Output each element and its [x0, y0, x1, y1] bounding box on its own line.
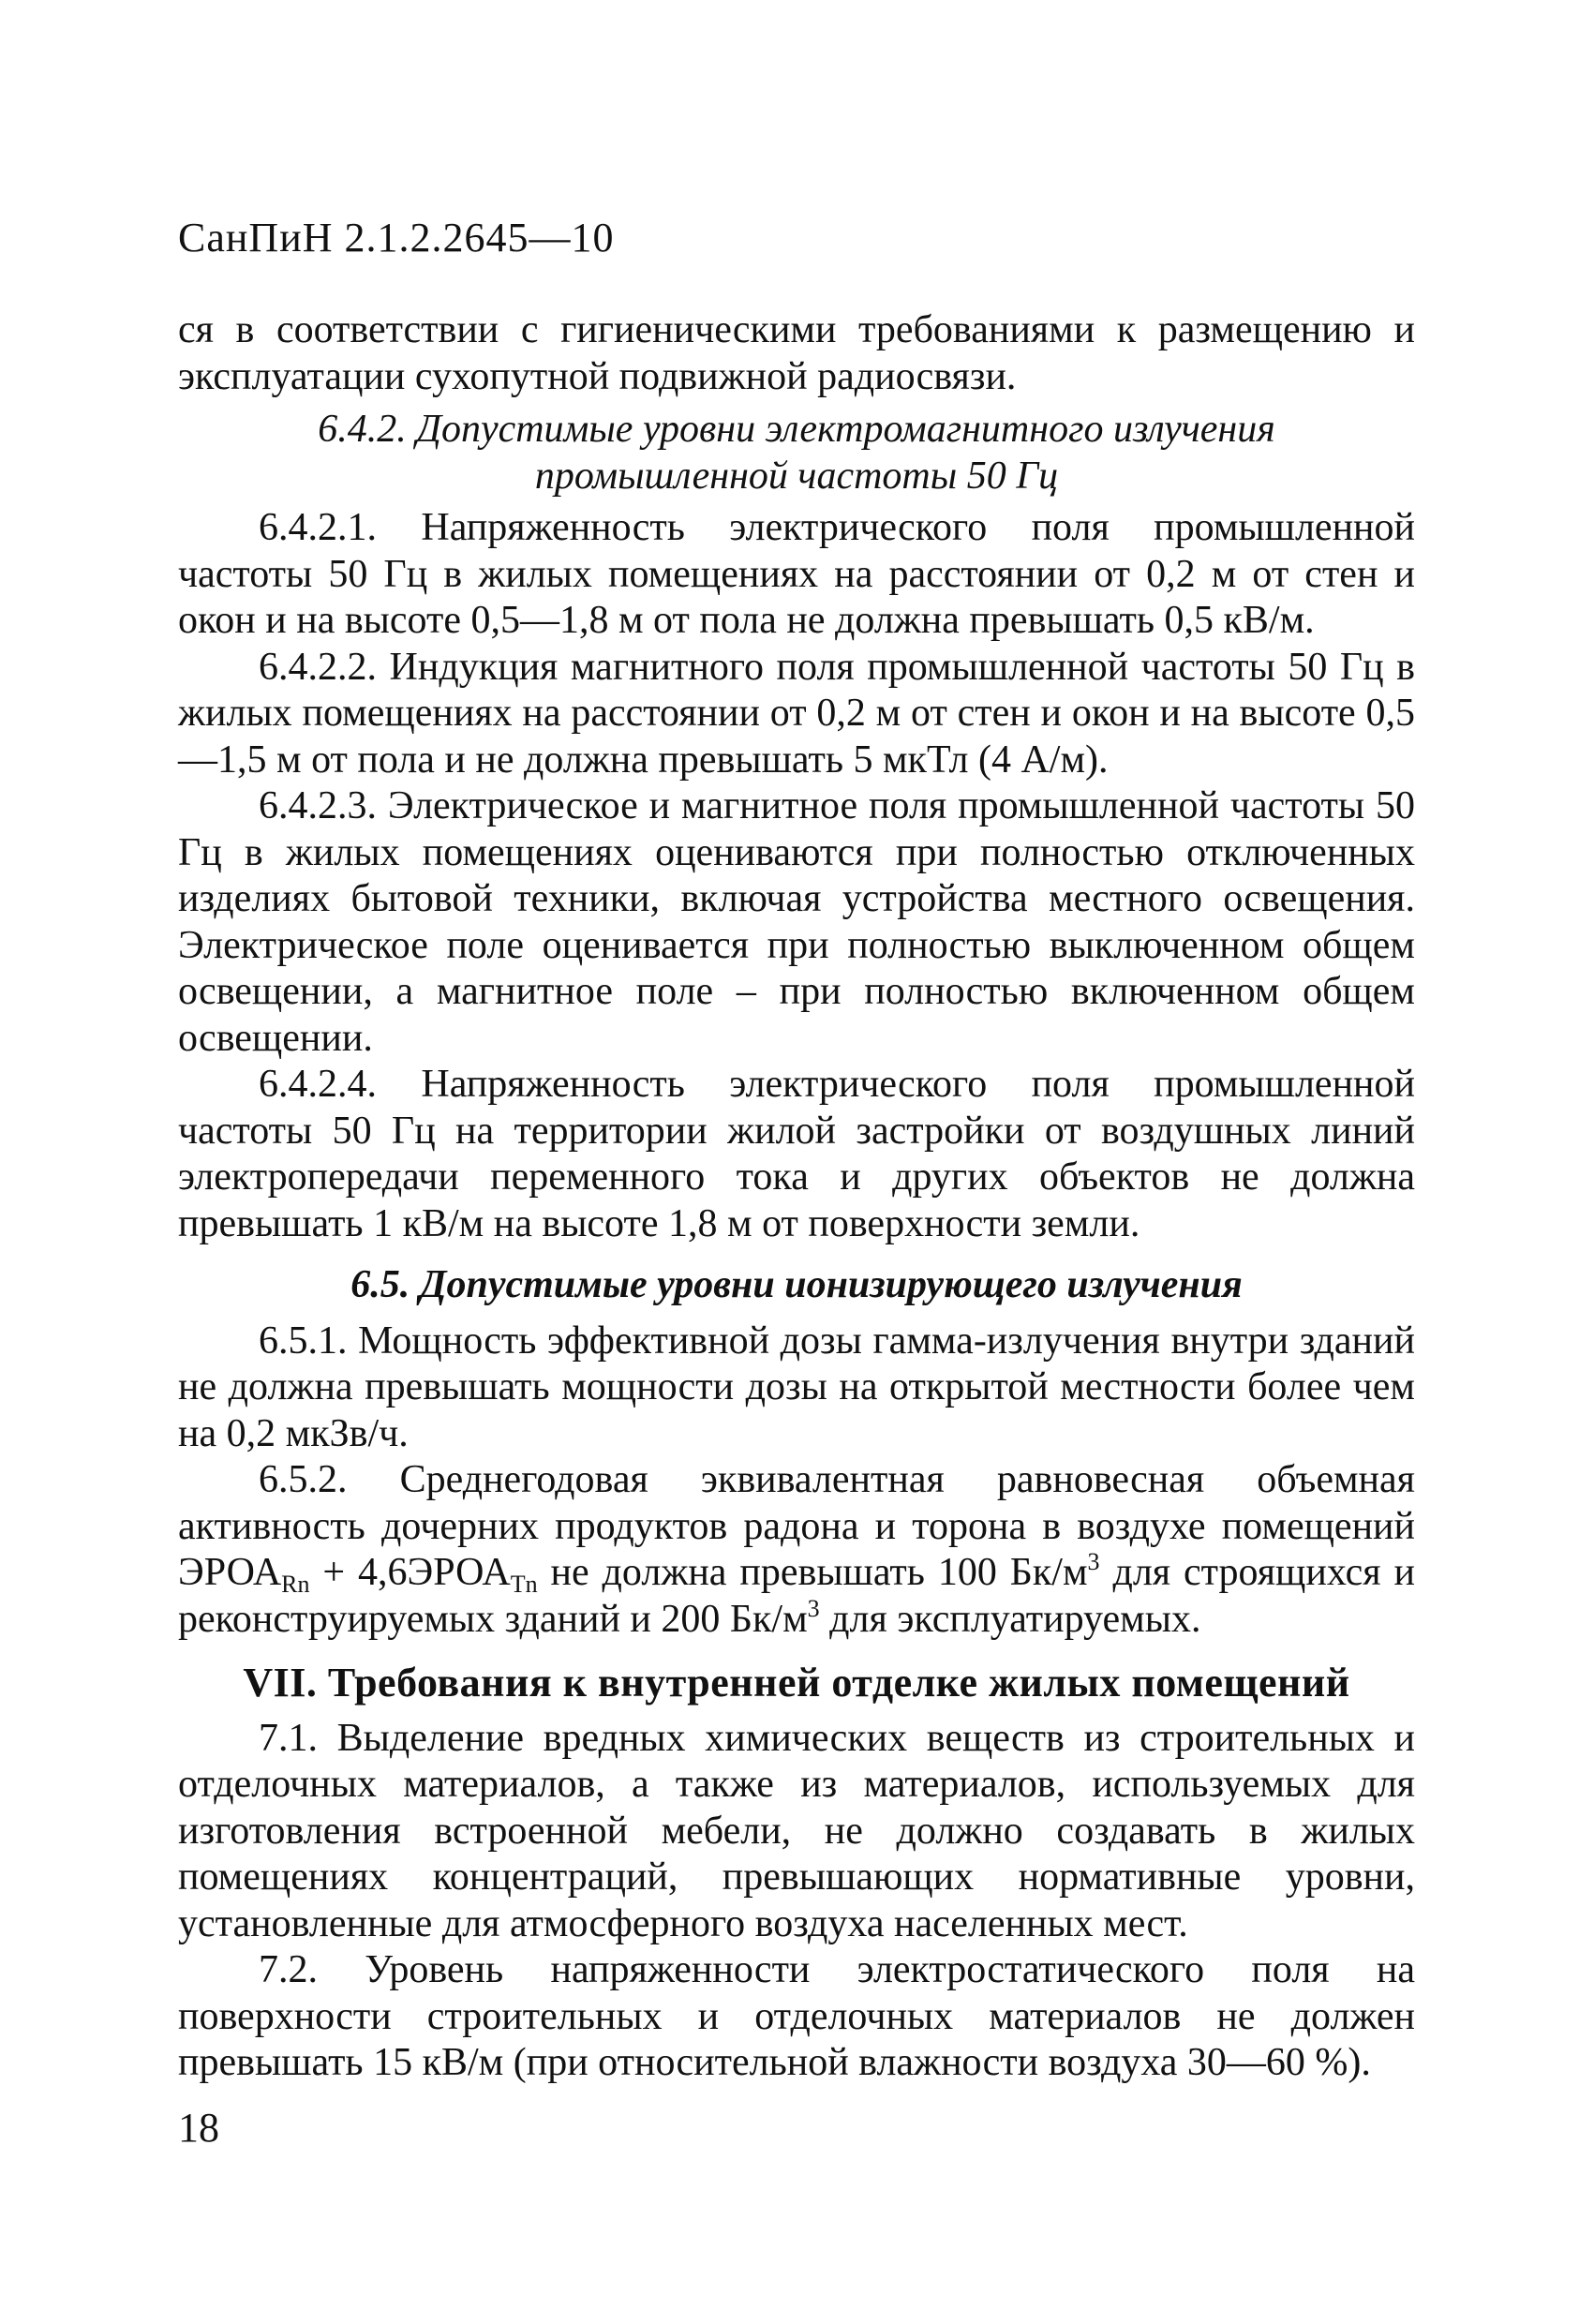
text-segment: 6.5.2. Среднегодовая эквивалентная равновесная объемная активность дочерних продуктов радона и торона в воздухе помещений ЭРОА — [178, 1458, 1415, 1594]
section-heading-line-2: промышленной частоты 50 Гц — [534, 454, 1059, 498]
chapter-heading-vii: VII. Требования к внутренней отделке жилых помещений — [243, 1660, 1350, 1706]
paragraph-7-1: 7.1. Выделение вредных химических веществ из строительных и отделочных материалов, а также из материалов, используемых для изготовления встроенной мебели, не должно создавать в жилых помещениях концентраций, превышающих нормативные уровни, установленные для атмосферного воздуха населенных мест. — [178, 1716, 1415, 1945]
document-body — [178, 307, 1415, 2087]
page-number: 18 — [178, 2105, 219, 2151]
section-heading-6-4-2 — [178, 406, 1415, 499]
section-heading-line-1: 6.4.2. Допустимые уровни электромагнитного излучения — [318, 408, 1275, 451]
paragraph-6-5-2 — [178, 1457, 1415, 1643]
paragraph-6-4-2-2: 6.4.2.2. Индукция магнитного поля промышленной частоты 50 Гц в жилых помещениях на расстоянии от 0,2 м от стен и окон и на высоте 0,5—1,5 м от пола и не должна превышать 5 мкТл (4 А/м). — [178, 645, 1415, 782]
paragraph-6-5-1: 6.5.1. Мощность эффективной дозы гамма-излучения внутри зданий не должна превышать мощности дозы на открытой местности более чем на 0,2 мкЗв/ч. — [178, 1318, 1415, 1455]
section-heading-6-5: 6.5. Допустимые уровни ионизирующего излучения — [350, 1263, 1243, 1306]
superscript-3: 3 — [1087, 1548, 1100, 1575]
paragraph-6-4-2-1: 6.4.2.1. Напряженность электрического поля промышленной частоты 50 Гц в жилых помещениях на расстоянии от 0,2 м от стен и окон и на высоте 0,5—1,8 м от пола не должна превышать 0,5 кВ/м. — [178, 506, 1415, 642]
subscript-tn: Tn — [510, 1571, 538, 1598]
text-segment: + 4,6ЭРОА — [309, 1551, 511, 1594]
document-code-header: СанПиН 2.1.2.2645—10 — [178, 215, 615, 261]
paragraph-6-4-2-4: 6.4.2.4. Напряженность электрического поля промышленной частоты 50 Гц на территории жилой застройки от воздушных линий электропередачи переменного тока и других объектов не должна превышать 1 кВ/м на высоте 1,8 м от поверхности земли. — [178, 1063, 1415, 1245]
paragraph-7-2: 7.2. Уровень напряженности электростатического поля на поверхности строительных и отделочных материалов не должен превышать 15 кВ/м (при относительной влажности воздуха 30—60 %). — [178, 1948, 1415, 2084]
text-segment: не должна превышать 100 Бк/м — [537, 1551, 1088, 1594]
subscript-rn: Rn — [281, 1571, 310, 1598]
text-segment: для эксплуатируемых. — [819, 1597, 1201, 1641]
superscript-3: 3 — [807, 1594, 820, 1622]
paragraph-continuation: ся в соответствии с гигиеническими требованиями к размещению и эксплуатации сухопутной подвижной радиосвязи. — [178, 308, 1415, 398]
text-segment: для строящихся и реконструируемых зданий и 200 Бк/м — [178, 1551, 1416, 1641]
paragraph-6-4-2-3: 6.4.2.3. Электрическое и магнитное поля промышленной частоты 50 Гц в жилых помещениях оцениваются при полностью отключенных изделиях бытовой техники, включая устройства местного освещения. Электрическое поле оценивается при полностью выключенном общем освещении, а магнитное поле – при полностью включенном общем освещении. — [178, 784, 1415, 1060]
